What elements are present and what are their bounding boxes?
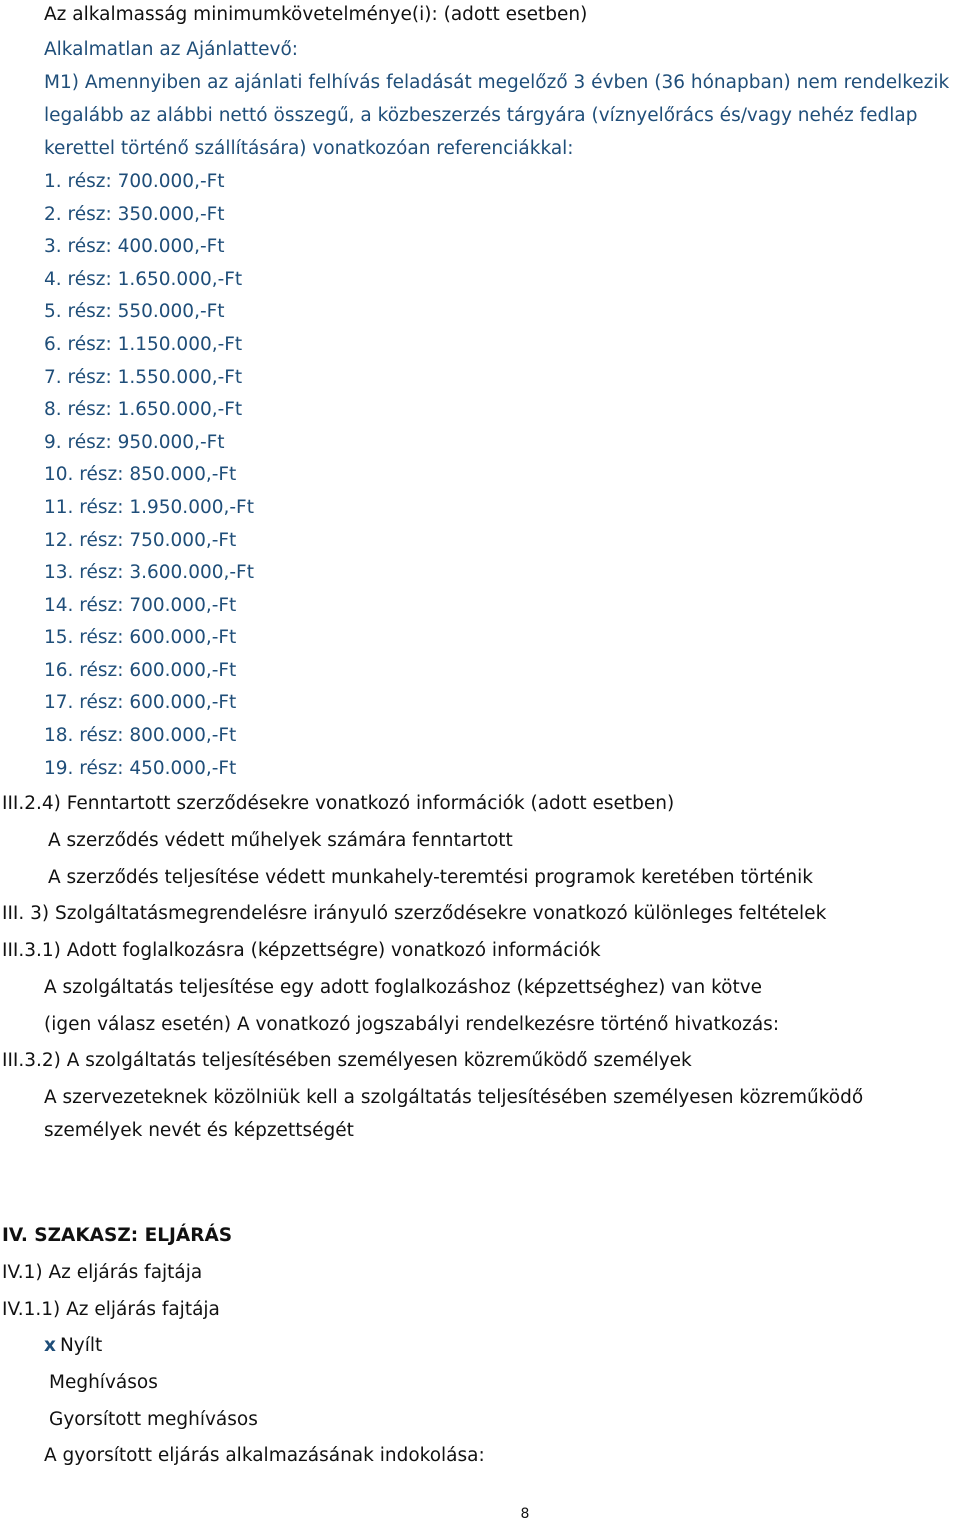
part-10-amount: 10. rész: 850.000,-Ft xyxy=(44,464,237,485)
part-5-amount: 5. rész: 550.000,-Ft xyxy=(44,301,225,322)
part-19-amount: 19. rész: 450.000,-Ft xyxy=(44,758,237,779)
section-iv-1-heading: IV.1) Az eljárás fajtája xyxy=(2,1262,203,1283)
accelerated-reason-label: A gyorsított eljárás alkalmazásának indokolása: xyxy=(44,1445,485,1466)
part-14-amount: 14. rész: 700.000,-Ft xyxy=(44,595,237,616)
procedure-open-option xyxy=(44,1334,102,1358)
part-16-amount: 16. rész: 600.000,-Ft xyxy=(44,660,237,681)
part-12-amount: 12. rész: 750.000,-Ft xyxy=(44,530,237,551)
part-1-amount: 1. rész: 700.000,-Ft xyxy=(44,171,225,192)
part-17-amount: 17. rész: 600.000,-Ft xyxy=(44,692,237,713)
part-15-amount: 15. rész: 600.000,-Ft xyxy=(44,627,237,648)
profession-line-2: (igen válasz esetén) A vonatkozó jogszabályi rendelkezésre történő hivatkozás: xyxy=(44,1014,780,1035)
part-3-amount: 3. rész: 400.000,-Ft xyxy=(44,236,225,257)
section-iii-3-heading: III. 3) Szolgáltatásmegrendelésre irányuló szerződésekre vonatkozó különleges feltételek xyxy=(2,903,827,924)
page-number: 8 xyxy=(520,1506,530,1522)
m1-line-1: M1) Amennyiben az ajánlati felhívás feladását megelőző 3 évben (36 hónapban) nem rendelkezik xyxy=(44,72,950,93)
staff-line-1: A szervezeteknek közölniük kell a szolgáltatás teljesítésében személyesen közreműködő xyxy=(44,1087,864,1108)
m1-line-3: kerettel történő szállítására) vonatkozóan referenciákkal: xyxy=(44,138,574,159)
section-iii-3-2-heading: III.3.2) A szolgáltatás teljesítésében személyesen közreműködő személyek xyxy=(2,1050,692,1071)
part-7-amount: 7. rész: 1.550.000,-Ft xyxy=(44,367,243,388)
part-13-amount: 13. rész: 3.600.000,-Ft xyxy=(44,562,254,583)
part-11-amount: 11. rész: 1.950.000,-Ft xyxy=(44,497,254,518)
suitability-header: Az alkalmasság minimumkövetelménye(i): (adott esetben) xyxy=(44,4,588,25)
reserved-contract-line-2: A szerződés teljesítése védett munkahely-teremtési programok keretében történik xyxy=(48,867,813,888)
unsuitable-label: Alkalmatlan az Ajánlattevő: xyxy=(44,39,299,60)
part-18-amount: 18. rész: 800.000,-Ft xyxy=(44,725,237,746)
procedure-open-label: Nyílt xyxy=(59,1335,103,1356)
part-4-amount: 4. rész: 1.650.000,-Ft xyxy=(44,269,243,290)
selected-mark: x xyxy=(44,1335,56,1356)
part-8-amount: 8. rész: 1.650.000,-Ft xyxy=(44,399,243,420)
part-2-amount: 2. rész: 350.000,-Ft xyxy=(44,204,225,225)
m1-line-2: legalább az alábbi nettó összegű, a közbeszerzés tárgyára (víznyelőrács és/vagy nehéz fedlap xyxy=(44,105,918,126)
part-6-amount: 6. rész: 1.150.000,-Ft xyxy=(44,334,243,355)
procedure-accelerated-option: Gyorsított meghívásos xyxy=(49,1409,258,1430)
section-iv-1-1-heading: IV.1.1) Az eljárás fajtája xyxy=(2,1299,220,1320)
section-iv-heading: IV. SZAKASZ: ELJÁRÁS xyxy=(2,1225,233,1246)
part-9-amount: 9. rész: 950.000,-Ft xyxy=(44,432,225,453)
reserved-contract-line-1: A szerződés védett műhelyek számára fenntartott xyxy=(48,830,513,851)
procedure-restricted-option: Meghívásos xyxy=(49,1372,158,1393)
profession-line-1: A szolgáltatás teljesítése egy adott foglalkozáshoz (képzettséghez) van kötve xyxy=(44,977,763,998)
section-iii-3-1-heading: III.3.1) Adott foglalkozásra (képzettségre) vonatkozó információk xyxy=(2,940,601,961)
section-iii-2-4-heading: III.2.4) Fenntartott szerződésekre vonatkozó információk (adott esetben) xyxy=(2,793,675,814)
staff-line-2: személyek nevét és képzettségét xyxy=(44,1120,354,1141)
